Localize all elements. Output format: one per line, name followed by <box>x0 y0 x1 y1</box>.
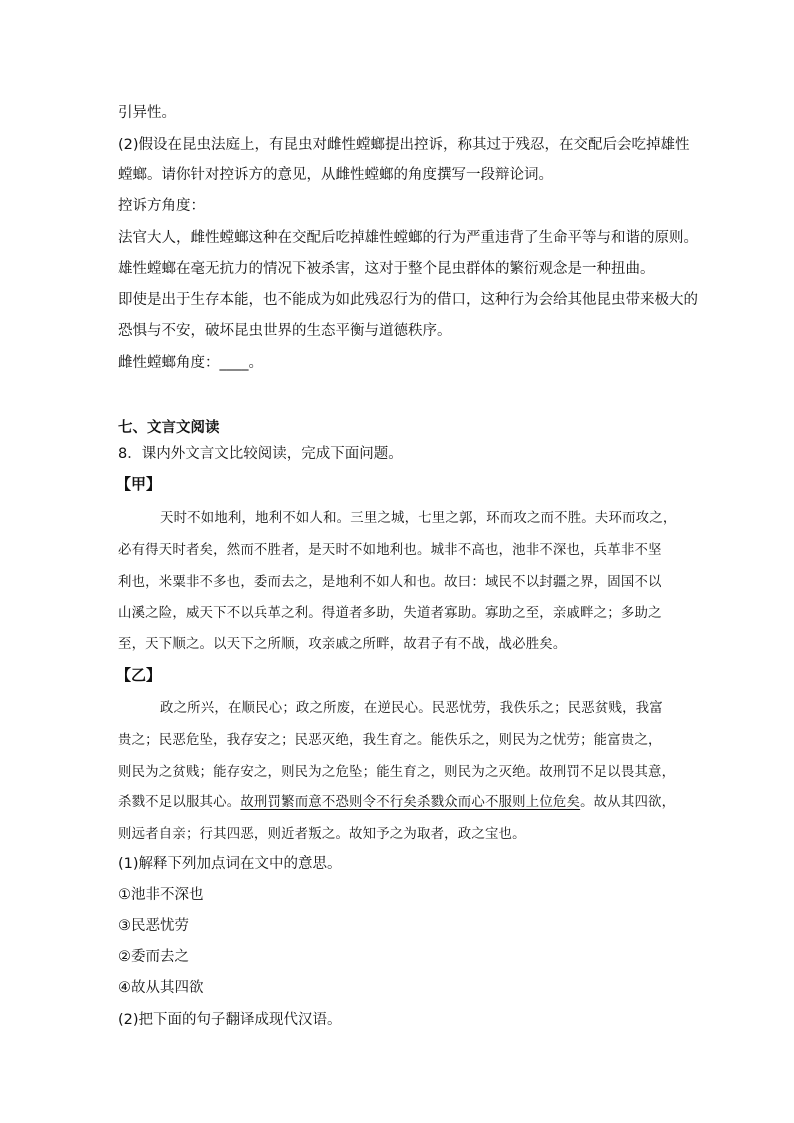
passage-jia-line: 利也，米粟非不多也，委而去之，是地利不如人和也。故曰：域民不以封疆之界，固国不以 <box>118 575 662 590</box>
passage-jia-line: 山溪之险，威天下不以兵革之利。得道者多助，失道者寡助。寡助之至，亲戚畔之；多助之 <box>118 606 662 621</box>
vocab-item: ③民恶忧劳 <box>118 918 189 934</box>
accuser-text-line: 法官大人，雌性螳螂这种在交配后吃掉雄性螳螂的行为严重违背了生命平等与和谐的原则。 <box>118 230 698 246</box>
vocab-item: ②委而去之 <box>118 949 189 965</box>
passage-jia-label: 【甲】 <box>116 475 162 493</box>
passage-yi-text: 。故从其四欲， <box>580 795 676 810</box>
accuser-text-line: 雄性螳螂在毫无抗力的情况下被杀害，这对于整个昆虫群体的繁衍观念是一种扭曲。 <box>118 261 655 277</box>
vocab-item: ①池非不深也 <box>118 887 204 903</box>
passage-yi-line: 则民为之贫贱；能存安之，则民为之危坠；能生育之，则民为之灭绝。故刑罚不足以畏其意， <box>118 765 676 780</box>
question-8: 8．课内外文言文比较阅读，完成下面问题。 <box>118 446 403 462</box>
passage-yi-line: 则远者自亲；行其四恶，则近者叛之。故知予之为取者，政之宝也。 <box>118 827 526 842</box>
accuser-label: 控诉方角度： <box>118 198 205 214</box>
vocab-item: ④故从其四欲 <box>118 980 204 996</box>
accuser-text-line: 即使是出于生存本能，也不能成为如此残忍行为的借口，这种行为会给其他昆虫带来极大的 <box>118 292 698 308</box>
question-2-line: 螳螂。请你针对控诉方的意见，从雌性螳螂的角度撰写一段辩论词。 <box>118 167 553 183</box>
text-line: 引异性。 <box>118 105 176 121</box>
passage-jia-line: 天时不如地利，地利不如人和。三里之城，七里之郭，环而攻之而不胜。夫环而攻之， <box>160 511 677 526</box>
passage-jia-line: 至，天下顺之。以天下之所顺，攻亲戚之所畔，故君子有不战，战必胜矣。 <box>118 637 567 652</box>
accuser-text-line: 恐惧与不安，破坏昆虫世界的生态平衡与道德秩序。 <box>118 323 452 339</box>
passage-yi-line: 贵之；民恶危坠，我存安之；民恶灭绝，我生育之。能佚乐之，则民为之忧劳；能富贵之， <box>118 733 662 748</box>
question-2-line: (2)假设在昆虫法庭上，有昆虫对雌性螳螂提出控诉，称其过于残忍，在交配后会吃掉雄性 <box>118 137 690 153</box>
sub-question-2: (2)把下面的句子翻译成现代汉语。 <box>118 1012 342 1028</box>
sub-question-1: (1)解释下列加点词在文中的意思。 <box>118 856 342 872</box>
passage-jia-line: 必有得天时者矣，然而不胜者，是天时不如地利也。城非不高也，池非不深也，兵革非不坚 <box>118 543 662 558</box>
underlined-sentence: 故刑罚繁而意不恐则令不行矣杀戮众而心不服则上位危矣 <box>240 795 581 810</box>
defender-label-blank: 雌性螳螂角度：____。 <box>118 355 263 371</box>
passage-yi-label: 【乙】 <box>116 666 162 684</box>
passage-yi-line <box>118 793 675 813</box>
passage-yi-text: 杀戮不足以服其心。 <box>118 795 241 810</box>
passage-yi-line: 政之所兴，在顺民心；政之所废，在逆民心。民恶忧劳，我佚乐之；民恶贫贱，我富 <box>160 701 663 716</box>
section-heading: 七、文言文阅读 <box>118 420 220 436</box>
